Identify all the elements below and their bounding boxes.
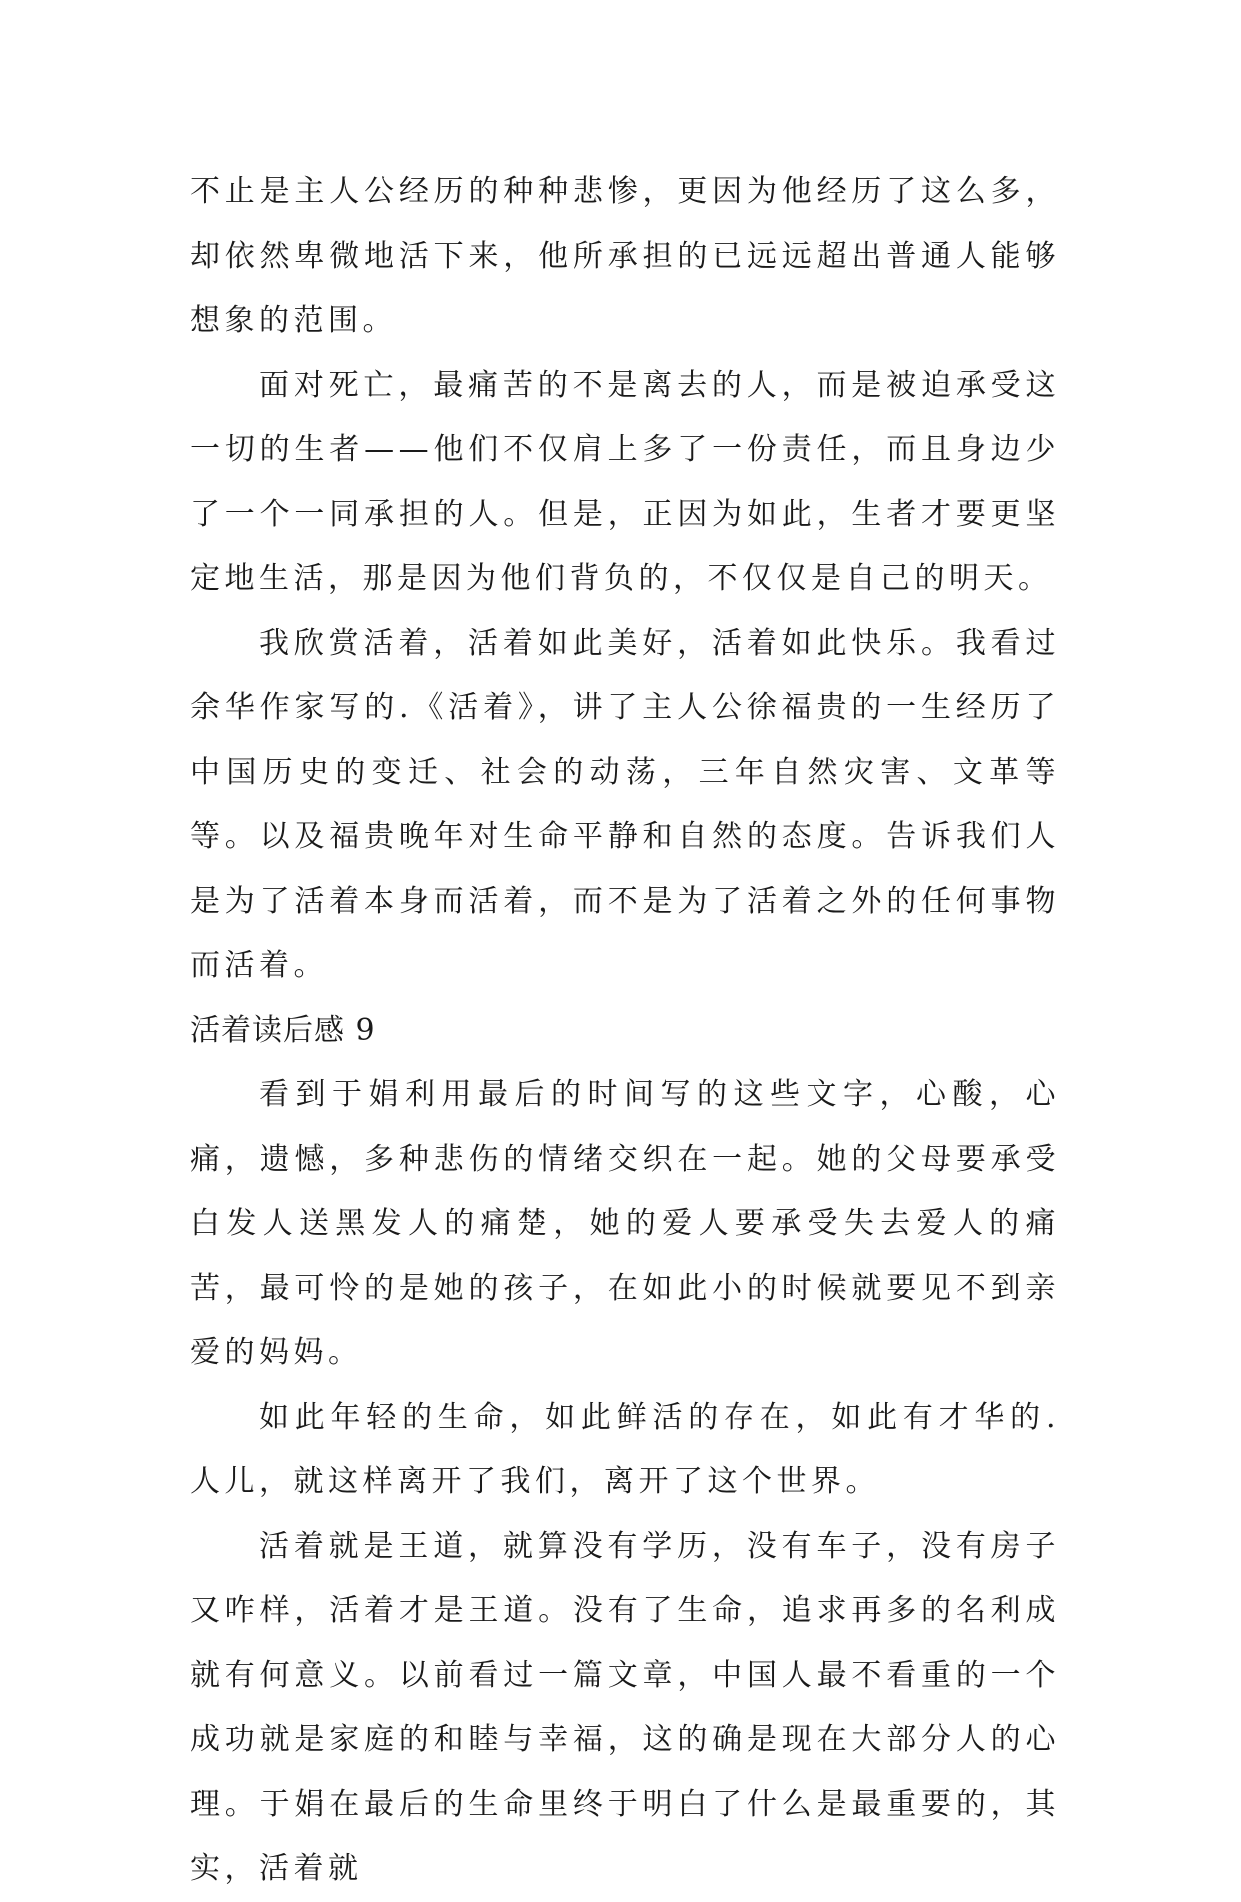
paragraph-2: 面对死亡，最痛苦的不是离去的人，而是被迫承受这一切的生者——他们不仅肩上多了一份责任，而且身边少了一个一同承担的人。但是，正因为如此，生者才要更坚定地生活，那是因为他们背负的，不仅仅是自己的明天。 [190, 367, 1060, 596]
document-body [190, 160, 1060, 1902]
section-heading: 活着读后感 9 [190, 1012, 376, 1048]
paragraph-5: 如此年轻的生命，如此鲜活的存在，如此有才华的.人儿，就这样离开了我们，离开了这个世界。 [190, 1399, 1060, 1499]
paragraph-4: 看到于娟利用最后的时间写的这些文字，心酸，心痛，遗憾，多种悲伤的情绪交织在一起。她的父母要承受白发人送黑发人的痛楚，她的爱人要承受失去爱人的痛苦，最可怜的是她的孩子，在如此小的时候就要见不到亲爱的妈妈。 [190, 1077, 1060, 1370]
paragraph-1: 不止是主人公经历的种种悲惨，更因为他经历了这么多，却依然卑微地活下来，他所承担的已远远超出普通人能够想象的范围。 [190, 174, 1060, 338]
paragraph-3: 我欣赏活着，活着如此美好，活着如此快乐。我看过余华作家写的.《活着》，讲了主人公徐福贵的一生经历了中国历史的变迁、社会的动荡，三年自然灾害、文革等等。以及福贵晚年对生命平静和自然的态度。告诉我们人是为了活着本身而活着，而不是为了活着之外的任何事物而活着。 [190, 625, 1060, 983]
paragraph-6: 活着就是王道，就算没有学历，没有车子，没有房子又咋样，活着才是王道。没有了生命，追求再多的名利成就有何意义。以前看过一篇文章，中国人最不看重的一个成功就是家庭的和睦与幸福，这的确是现在大部分人的心理。于娟在最后的生命里终于明白了什么是最重要的，其实，活着就 [190, 1528, 1060, 1886]
